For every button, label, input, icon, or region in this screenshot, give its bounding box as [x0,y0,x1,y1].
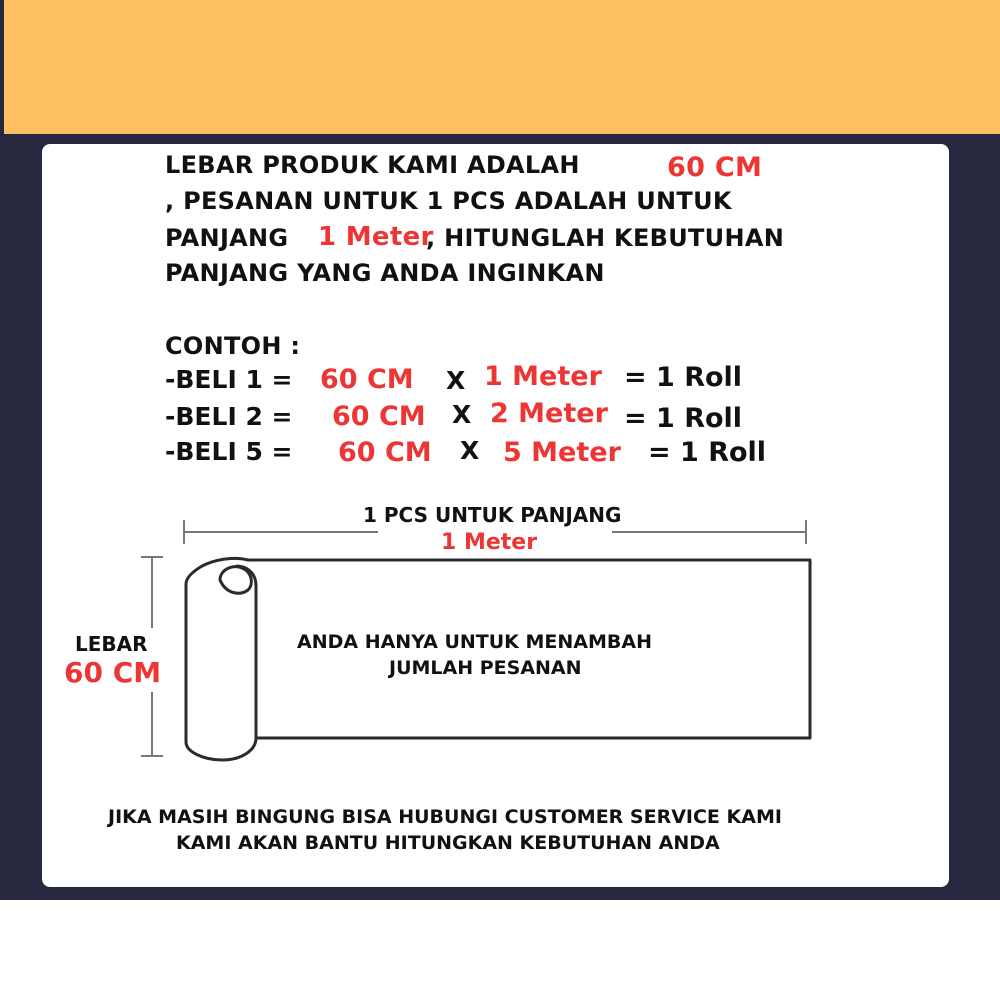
examples-heading: CONTOH : [165,332,301,360]
intro-line-3-prefix: PANJANG [165,224,289,252]
example-row-1-length: 1 Meter [484,361,602,392]
example-row-3-label: -BELI 5 = [165,437,293,466]
intro-line-1: LEBAR PRODUK KAMI ADALAH [165,151,580,179]
width-caption: LEBAR [75,632,148,656]
example-row-3-result: = 1 Roll [648,437,767,468]
intro-line-4: PANJANG YANG ANDA INGINKAN [165,259,605,287]
width-caption-value: 60 CM [64,656,162,689]
example-row-2-label: -BELI 2 = [165,402,293,431]
footer-line-2: KAMI AKAN BANTU HITUNGKAN KEBUTUHAN ANDA [176,832,720,854]
example-row-2-result: = 1 Roll [624,403,743,434]
example-row-3-times: X [460,436,480,465]
roll-note-line-1: ANDA HANYA UNTUK MENAMBAH [297,631,653,653]
example-row-1-times: X [446,366,466,395]
footer-line-1: JIKA MASIH BINGUNG BISA HUBUNGI CUSTOMER SERVICE KAMI [108,806,782,828]
example-row-1-result: = 1 Roll [624,362,743,393]
example-row-1-width: 60 CM [320,364,414,395]
intro-line-2: , PESANAN UNTUK 1 PCS ADALAH UNTUK [165,187,732,215]
example-row-3-width: 60 CM [338,437,432,468]
example-row-1-label: -BELI 1 = [165,365,293,394]
length-caption-value: 1 Meter [441,530,538,555]
example-row-3-length: 5 Meter [503,437,621,468]
length-caption: 1 PCS UNTUK PANJANG [363,503,622,527]
intro-length-value: 1 Meter [318,222,434,252]
intro-line-3-suffix: , HITUNGLAH KEBUTUHAN [426,224,785,252]
intro-width-value: 60 CM [667,152,763,183]
example-row-2-times: X [452,400,472,429]
example-row-2-width: 60 CM [332,401,426,432]
example-row-2-length: 2 Meter [490,398,608,429]
roll-note-line-2: JUMLAH PESANAN [389,657,582,679]
